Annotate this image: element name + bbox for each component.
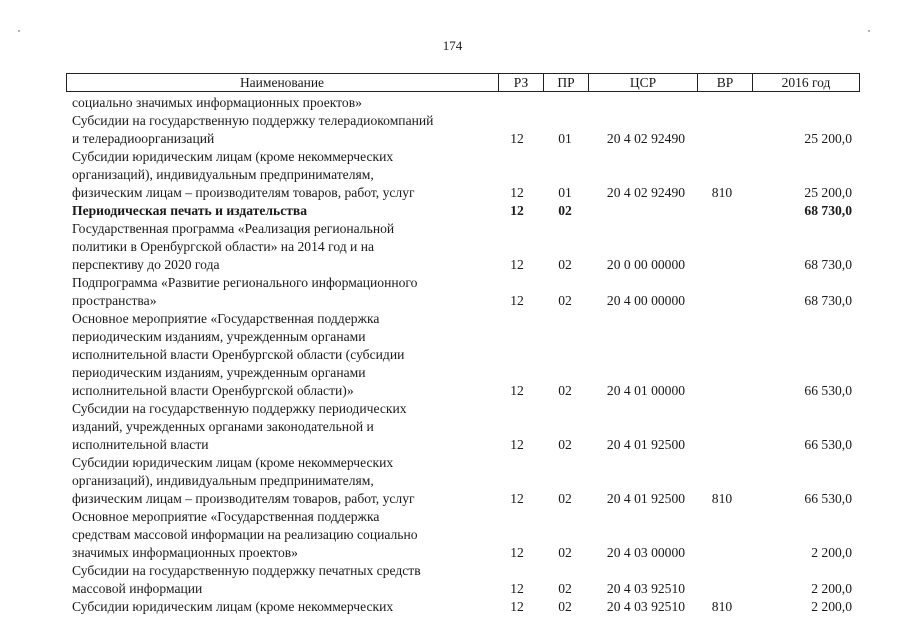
row-sum: 25 200,0 [804, 131, 852, 146]
row-name-line: и телерадиоорганизаций [72, 131, 215, 146]
row-sum: 68 730,0 [804, 203, 852, 218]
row-csr: 20 0 00 00000 [606, 257, 686, 272]
row-name-line: исполнительной власти [72, 437, 209, 452]
row-name-line: периодическим изданиям, учрежденным органами [72, 329, 366, 344]
row-name [72, 94, 497, 112]
row-name-line: Субсидии на государственную поддержку телерадиокомпаний [72, 113, 434, 128]
row-vr: 810 [711, 599, 733, 614]
row-pr: 01 [558, 131, 572, 146]
row-csr: 20 4 01 00000 [606, 383, 686, 398]
row-name-line: Субсидии юридическим лицам (кроме некоммерческих [72, 455, 394, 470]
row-rz: 12 [510, 257, 524, 272]
scan-speck [18, 30, 20, 32]
row-name-line: политики в Оренбургской области» на 2014 год и на [72, 239, 375, 254]
row-name [72, 112, 497, 148]
row-csr: 20 4 03 92510 [606, 599, 686, 614]
row-sum: 68 730,0 [804, 293, 852, 308]
table-row [0, 508, 905, 562]
row-name-line: Основное мероприятие «Государственная поддержка [72, 509, 380, 524]
table-row [0, 598, 905, 616]
row-rz: 12 [510, 203, 524, 218]
row-sum: 66 530,0 [804, 491, 852, 506]
row-name [72, 220, 497, 274]
row-name-line: пространства» [72, 293, 157, 308]
row-csr: 20 4 02 92490 [606, 131, 686, 146]
row-name-line: Основное мероприятие «Государственная поддержка [72, 311, 380, 326]
row-rz: 12 [510, 293, 524, 308]
row-name [72, 148, 497, 202]
row-csr: 20 4 02 92490 [606, 185, 686, 200]
row-name-line: изданий, учрежденных органами законодательной и [72, 419, 374, 434]
table-row [0, 310, 905, 400]
row-sum: 66 530,0 [804, 437, 852, 452]
row-name-line: Субсидии юридическим лицам (кроме некоммерческих [72, 599, 394, 614]
row-pr: 02 [558, 437, 572, 452]
table-row [0, 562, 905, 598]
table-row [0, 94, 905, 112]
table-row [0, 454, 905, 508]
row-name-line: социально значимых информационных проектов» [72, 95, 362, 110]
row-name-line: средствам массовой информации на реализацию социально [72, 527, 418, 542]
row-name-line: Государственная программа «Реализация региональной [72, 221, 395, 236]
row-sum: 2 200,0 [811, 581, 852, 596]
row-pr: 02 [558, 599, 572, 614]
row-name-line: массовой информации [72, 581, 203, 596]
header-name: Наименование [239, 75, 325, 90]
table-body [0, 94, 905, 616]
row-name [72, 454, 497, 508]
row-name-line: физическим лицам – производителям товаров, работ, услуг [72, 491, 415, 506]
row-vr: 810 [711, 491, 733, 506]
table-row [0, 400, 905, 454]
row-csr: 20 4 03 00000 [606, 545, 686, 560]
row-name [72, 508, 497, 562]
row-pr: 02 [558, 545, 572, 560]
table-row [0, 274, 905, 310]
scan-speck [868, 30, 870, 32]
row-name-line: перспективу до 2020 года [72, 257, 220, 272]
table-header [66, 73, 860, 92]
row-name-line: организаций), индивидуальным предпринимателям, [72, 473, 374, 488]
row-rz: 12 [510, 437, 524, 452]
page-number: 174 [442, 38, 463, 53]
row-sum: 66 530,0 [804, 383, 852, 398]
row-pr: 02 [558, 203, 572, 218]
row-pr: 02 [558, 293, 572, 308]
table-row [0, 220, 905, 274]
row-pr: 01 [558, 185, 572, 200]
row-sum: 68 730,0 [804, 257, 852, 272]
row-name-line: исполнительной власти Оренбургской области (субсидии [72, 347, 405, 362]
row-name-line: Подпрограмма «Развитие регионального информационного [72, 275, 418, 290]
row-sum: 25 200,0 [804, 185, 852, 200]
row-name-line: значимых информационных проектов» [72, 545, 298, 560]
row-rz: 12 [510, 599, 524, 614]
row-name [72, 274, 497, 310]
row-sum: 2 200,0 [811, 545, 852, 560]
row-name-line: Субсидии на государственную поддержку печатных средств [72, 563, 421, 578]
header-csr: ЦСР [629, 75, 657, 90]
table-row [0, 112, 905, 148]
row-pr: 02 [558, 581, 572, 596]
row-name-line: исполнительной власти Оренбургской области)» [72, 383, 354, 398]
row-rz: 12 [510, 491, 524, 506]
row-sum: 2 200,0 [811, 599, 852, 614]
table-row [0, 148, 905, 202]
row-csr: 20 4 03 92510 [606, 581, 686, 596]
row-rz: 12 [510, 581, 524, 596]
row-rz: 12 [510, 545, 524, 560]
row-rz: 12 [510, 131, 524, 146]
row-name [72, 310, 497, 400]
row-name-line: физическим лицам – производителям товаров, работ, услуг [72, 185, 415, 200]
row-pr: 02 [558, 257, 572, 272]
row-name-line: организаций), индивидуальным предпринимателям, [72, 167, 374, 182]
row-pr: 02 [558, 491, 572, 506]
header-year: 2016 год [781, 75, 831, 90]
row-vr: 810 [711, 185, 733, 200]
header-pr: ПР [557, 75, 575, 90]
header-vr: ВР [716, 75, 734, 90]
row-name-line: Субсидии юридическим лицам (кроме некоммерческих [72, 149, 394, 164]
row-csr: 20 4 01 92500 [606, 437, 686, 452]
row-name [72, 202, 497, 220]
row-name [72, 562, 497, 598]
row-name [72, 400, 497, 454]
row-csr: 20 4 00 00000 [606, 293, 686, 308]
row-name-line: Субсидии на государственную поддержку периодических [72, 401, 407, 416]
row-name-line: периодическим изданиям, учрежденным органами [72, 365, 366, 380]
row-pr: 02 [558, 383, 572, 398]
row-name-line: Периодическая печать и издательства [72, 203, 308, 218]
table-row [0, 202, 905, 220]
header-rz: РЗ [513, 75, 529, 90]
row-rz: 12 [510, 383, 524, 398]
row-csr: 20 4 01 92500 [606, 491, 686, 506]
row-rz: 12 [510, 185, 524, 200]
row-name [72, 598, 497, 616]
